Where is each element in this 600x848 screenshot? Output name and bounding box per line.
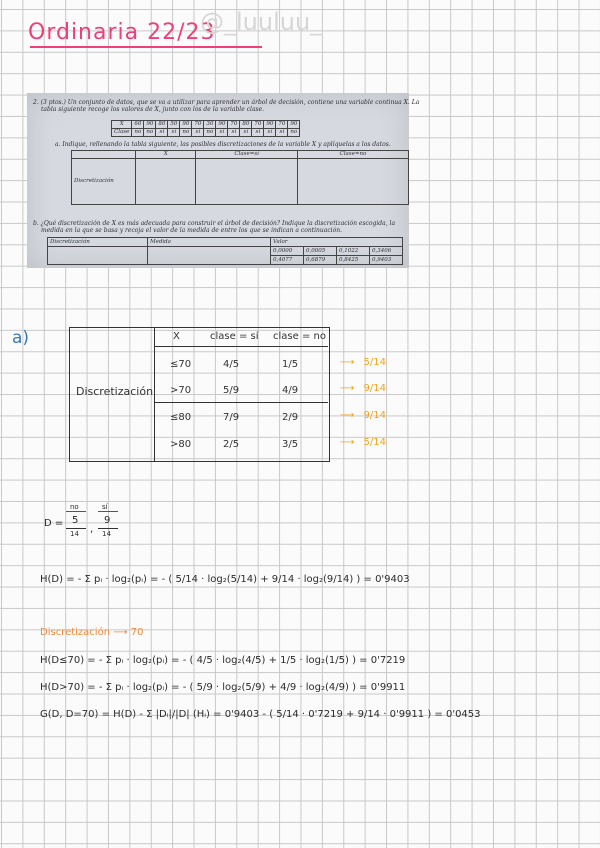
values-header-row bbox=[48, 238, 403, 247]
value-option: 0,0000 bbox=[271, 247, 304, 256]
arrow-icon: ⟶ bbox=[340, 383, 355, 394]
x-value: 70 bbox=[228, 121, 240, 129]
d-top-no: no bbox=[70, 503, 79, 511]
data-label-clase: Clase bbox=[112, 129, 132, 137]
disc-row-label: Discretización bbox=[72, 159, 136, 205]
row-total: 9/14 bbox=[363, 410, 386, 421]
arrow-icon: ⟶ bbox=[340, 357, 355, 368]
exam-photo bbox=[27, 93, 420, 268]
clase-value: sí bbox=[252, 129, 264, 137]
title-underline bbox=[30, 46, 262, 48]
discretization-table bbox=[71, 150, 409, 205]
data-table bbox=[111, 120, 300, 137]
value-option: 0,4077 bbox=[271, 256, 304, 265]
answer-table bbox=[69, 327, 330, 462]
table-divider bbox=[154, 328, 155, 461]
value-option: 0,9403 bbox=[370, 256, 403, 265]
x-value: 70 bbox=[192, 121, 204, 129]
question-2-text-cont: tabla siguiente recoge los valores de X, junto con los de la variable clase. bbox=[41, 106, 265, 113]
clase-value: sí bbox=[156, 129, 168, 137]
x-value: 30 bbox=[204, 121, 216, 129]
x-value: 90 bbox=[180, 121, 192, 129]
values-cell-disc bbox=[48, 247, 148, 265]
frac-num: 9 bbox=[104, 515, 111, 526]
entropy-gt70: H(D>70) = - Σ pᵢ · log₂(pᵢ) = - ( 5/9 · log₂(5/9) + 4/9 · log₂(4/9) ) = 0'9911 bbox=[40, 682, 406, 693]
total-row bbox=[340, 383, 386, 394]
x-value: 90 bbox=[144, 121, 156, 129]
question-b-text-cont: medida en la que se basa y recoja el valor de la medida de entre los que se indican a continuación. bbox=[41, 227, 342, 234]
clase-value: sí bbox=[240, 129, 252, 137]
entropy-le70: H(D≤70) = - Σ pᵢ · log₂(pᵢ) = - ( 4/5 · log₂(4/5) + 1/5 · log₂(1/5) ) = 0'7219 bbox=[40, 655, 406, 666]
values-row-1 bbox=[48, 247, 403, 256]
data-label-x: X bbox=[112, 121, 132, 129]
row-total: 9/14 bbox=[363, 383, 386, 394]
part-a-label: a) bbox=[12, 328, 30, 348]
row-si: 7/9 bbox=[223, 412, 240, 423]
disc-header-x: X bbox=[136, 151, 196, 159]
value-option: 0,0005 bbox=[304, 247, 337, 256]
disc-header-row bbox=[72, 151, 409, 159]
clase-value: sí bbox=[192, 129, 204, 137]
row-no: 2/9 bbox=[282, 412, 299, 423]
row-no: 1/5 bbox=[282, 359, 299, 370]
question-a-text: a. Indique, rellenando la tabla siguiente, las posibles discretizaciones de la variable X y aplíquelas a los datos. bbox=[55, 141, 391, 148]
header-x: X bbox=[173, 331, 180, 342]
disc-cell-si bbox=[196, 159, 297, 205]
value-option: 0,8425 bbox=[337, 256, 370, 265]
table-divider bbox=[154, 402, 328, 403]
clase-value: sí bbox=[216, 129, 228, 137]
values-header-disc: Discretización bbox=[48, 238, 148, 247]
row-si: 4/5 bbox=[223, 359, 240, 370]
arrow-icon: ⟶ bbox=[340, 437, 355, 448]
row-total: 5/14 bbox=[363, 437, 386, 448]
disc-body-row bbox=[72, 159, 409, 205]
values-header-medida: Medida bbox=[148, 238, 271, 247]
x-value: 50 bbox=[168, 121, 180, 129]
clase-value: sí bbox=[264, 129, 276, 137]
row-si: 2/5 bbox=[223, 439, 240, 450]
total-row bbox=[340, 357, 386, 368]
total-row bbox=[340, 410, 386, 421]
brace-line bbox=[98, 511, 118, 512]
x-value: 90 bbox=[216, 121, 228, 129]
x-value: 80 bbox=[156, 121, 168, 129]
question-b-text: b. ¿Qué discretización de X es más adecuada para construir el árbol de decisión? Indique la discretización escogida, la bbox=[33, 220, 396, 227]
x-value: 80 bbox=[240, 121, 252, 129]
value-option: 0,6879 bbox=[304, 256, 337, 265]
row-x: >80 bbox=[170, 439, 192, 450]
clase-value: sí bbox=[168, 129, 180, 137]
watermark: @_luuluu_ bbox=[200, 8, 323, 36]
comma: , bbox=[90, 524, 94, 535]
entropy-d: H(D) = - Σ pᵢ · log₂(pᵢ) = - ( 5/14 · log₂(5/14) + 9/14 · log₂(9/14) ) = 0'9403 bbox=[40, 574, 410, 585]
x-value: 60 bbox=[132, 121, 144, 129]
disc-header-si: Clase=sí bbox=[196, 151, 297, 159]
clase-value: no bbox=[204, 129, 216, 137]
clase-value: no bbox=[180, 129, 192, 137]
discretization-heading: Discretización ⟶ 70 bbox=[40, 627, 144, 638]
x-value: 90 bbox=[288, 121, 300, 129]
value-option: 0,1022 bbox=[337, 247, 370, 256]
data-row-x bbox=[112, 121, 300, 129]
frac-den: 14 bbox=[102, 530, 111, 538]
values-table bbox=[47, 237, 403, 265]
row-no: 4/9 bbox=[282, 385, 299, 396]
frac-num: 5 bbox=[72, 515, 79, 526]
row-no: 3/5 bbox=[282, 439, 299, 450]
d-top-si: sí bbox=[102, 503, 108, 511]
gain-formula: G(D, D=70) = H(D) - Σ |Dᵢ|/|D| (Hᵢ) = 0'9403 - ( 5/14 · 0'7219 + 9/14 · 0'9911 ) = 0'0453 bbox=[40, 709, 481, 720]
clase-value: no bbox=[132, 129, 144, 137]
row-total: 5/14 bbox=[363, 357, 386, 368]
total-row bbox=[340, 437, 386, 448]
value-option: 0,3406 bbox=[370, 247, 403, 256]
header-clase-si: clase = sí bbox=[210, 331, 259, 342]
clase-value: no bbox=[144, 129, 156, 137]
row-si: 5/9 bbox=[223, 385, 240, 396]
table-divider bbox=[154, 346, 328, 347]
x-value: 70 bbox=[252, 121, 264, 129]
exam-photo-content bbox=[33, 97, 420, 264]
frac-den: 14 bbox=[70, 530, 79, 538]
arrow-icon: ⟶ bbox=[340, 410, 355, 421]
values-header-valor: Valor bbox=[271, 238, 403, 247]
x-value: 70 bbox=[276, 121, 288, 129]
disc-header-empty bbox=[72, 151, 136, 159]
disc-header-no: Clase=no bbox=[297, 151, 408, 159]
x-value: 90 bbox=[264, 121, 276, 129]
disc-cell-no bbox=[297, 159, 408, 205]
row-x: ≤80 bbox=[170, 412, 192, 423]
row-label-discretizacion: Discretización bbox=[76, 385, 154, 398]
page-title: Ordinaria 22/23 bbox=[28, 20, 216, 45]
row-x: >70 bbox=[170, 385, 192, 396]
clase-value: sí bbox=[276, 129, 288, 137]
frac-bar bbox=[98, 528, 118, 529]
header-clase-no: clase = no bbox=[273, 331, 326, 342]
data-row-clase bbox=[112, 129, 300, 137]
clase-value: sí bbox=[228, 129, 240, 137]
d-label: D = bbox=[44, 518, 64, 529]
clase-value: no bbox=[288, 129, 300, 137]
question-2-text: 2. (3 ptos.) Un conjunto de datos, que se va a utilizar para aprender un árbol de decisión, contiene una variable continua X. La bbox=[33, 99, 420, 106]
disc-cell-x bbox=[136, 159, 196, 205]
brace-line bbox=[66, 511, 86, 512]
row-x: ≤70 bbox=[170, 359, 192, 370]
frac-bar bbox=[66, 528, 86, 529]
values-cell-medida bbox=[148, 247, 271, 265]
